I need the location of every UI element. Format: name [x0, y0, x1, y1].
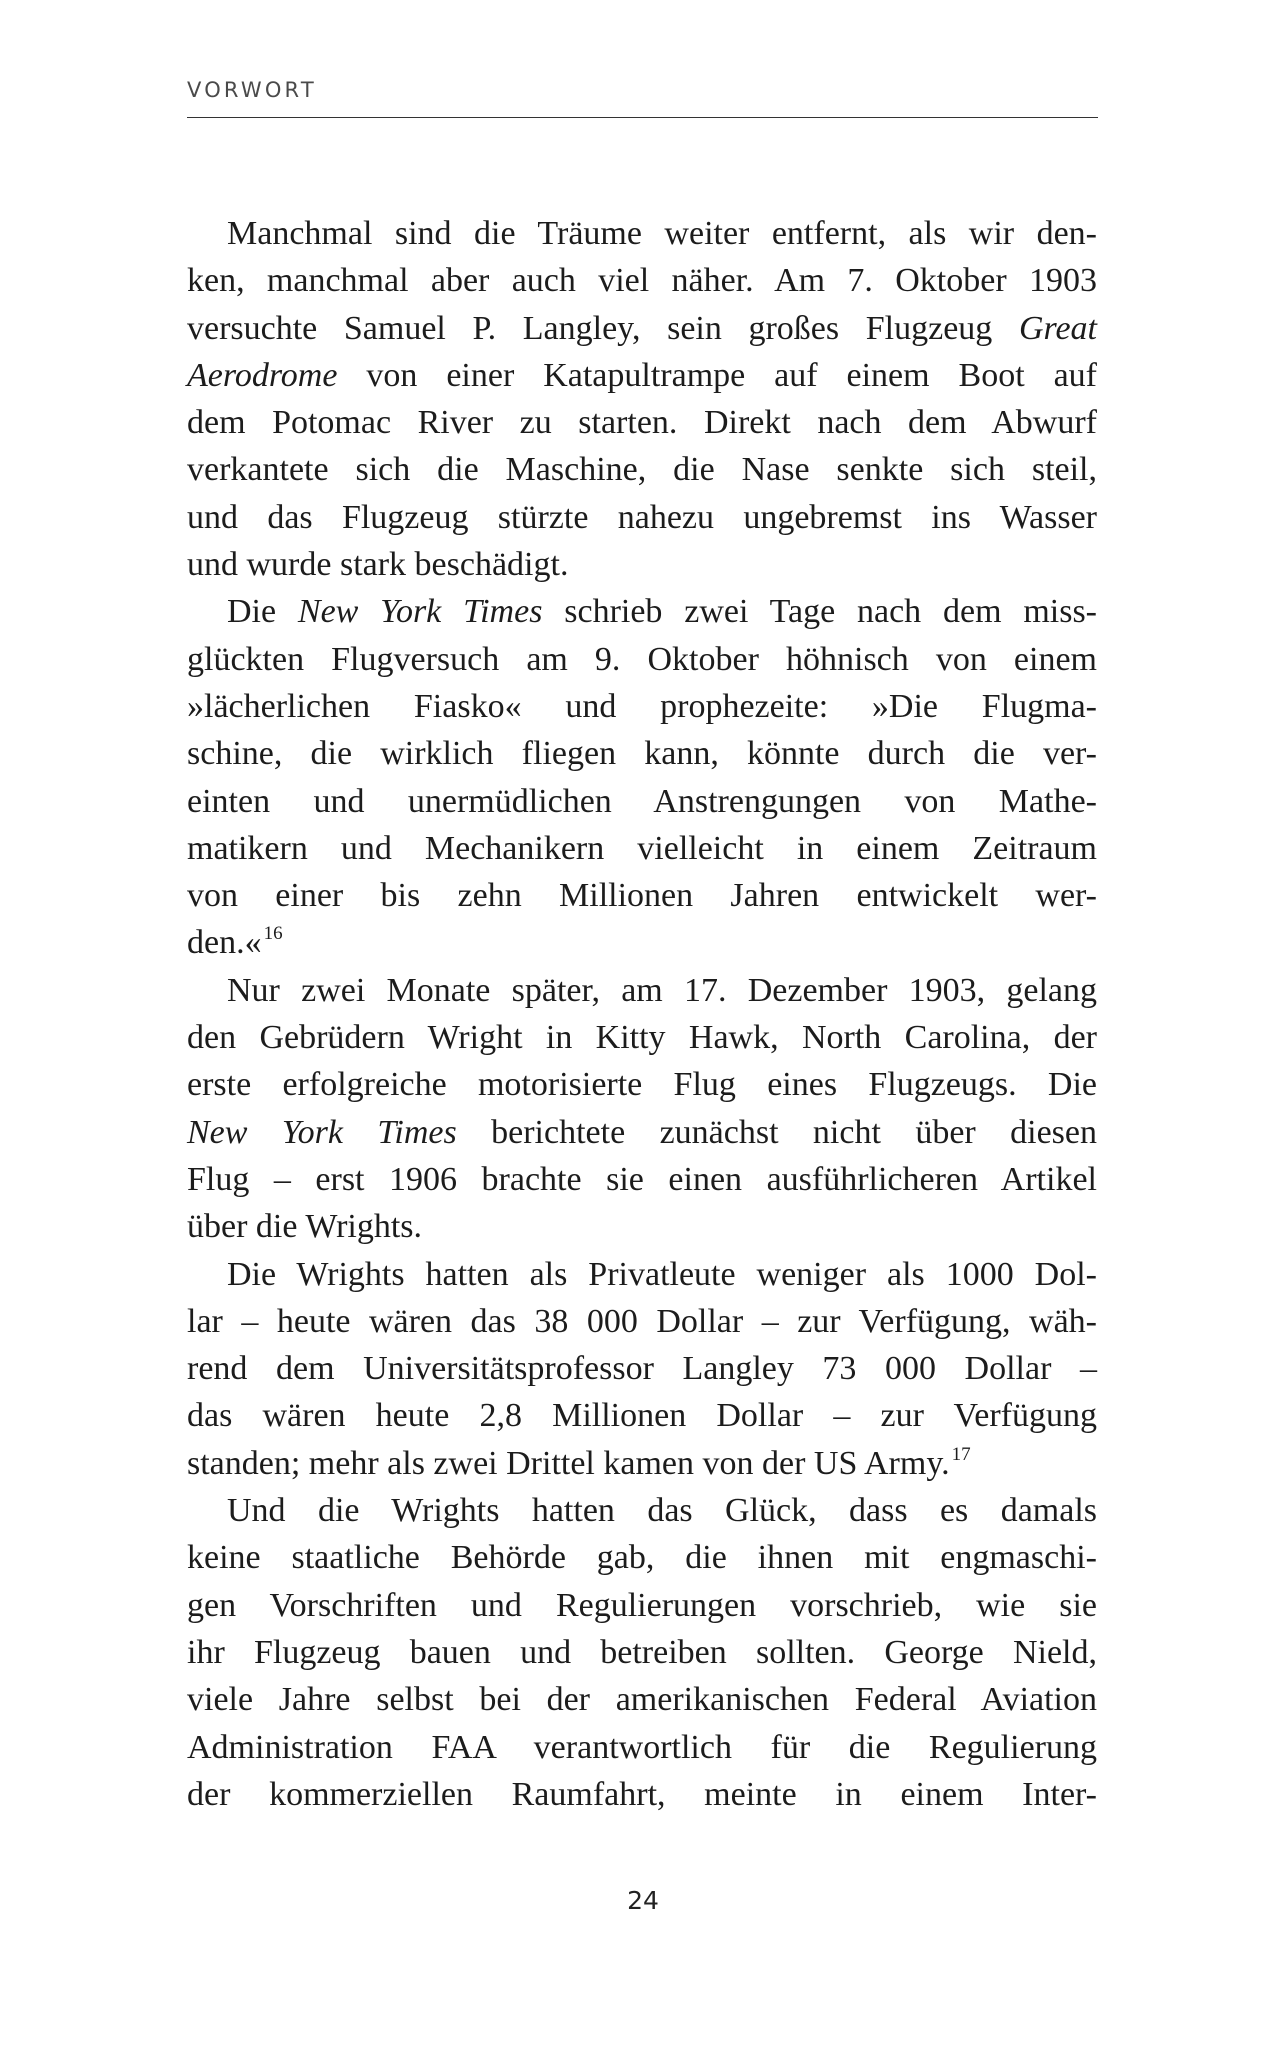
text-run[interactable]: matikern und Mechanikern vielleicht in einem Zeitraum [187, 829, 1097, 867]
text-run[interactable]: und das Flugzeug stürzte nahezu ungebremst ins Wasser [187, 498, 1097, 536]
text-run[interactable]: Manchmal sind die Träume weiter entfernt, als wir den- [227, 215, 1097, 252]
text-run[interactable]: Nur zwei Monate später, am 17. Dezember 1903, gelang [227, 971, 1097, 1009]
text-run[interactable]: von einer bis zehn Millionen Jahren entwickelt wer- [187, 877, 1097, 915]
footnote-reference[interactable]: 17 [951, 1443, 971, 1465]
page-number: 24 [627, 1886, 659, 1915]
text-line [187, 1203, 1097, 1250]
text-line [187, 1156, 1097, 1203]
text-line [187, 541, 1097, 588]
body-text [187, 210, 1097, 1818]
text-line [187, 825, 1097, 872]
text-run[interactable]: standen; mehr als zwei Drittel kamen von der US Army. [187, 1444, 950, 1482]
text-run[interactable]: lar – heute wären das 38 000 Dollar – zur Verfügung, wäh- [187, 1302, 1097, 1340]
text-line [187, 1298, 1097, 1345]
text-line [187, 1629, 1097, 1676]
text-run[interactable]: berichtete zunächst nicht über diesen [456, 1113, 1097, 1151]
paragraph [187, 967, 1097, 1251]
text-line [187, 1771, 1097, 1818]
text-line [187, 210, 1097, 257]
text-line [187, 1251, 1097, 1298]
text-line [187, 1345, 1097, 1392]
text-run[interactable]: schine, die wirklich fliegen kann, könnte durch die ver- [187, 735, 1097, 773]
text-run[interactable]: erste erfolgreiche motorisierte Flug eines Flugzeugs. Die [187, 1066, 1097, 1104]
text-run[interactable]: Die [227, 593, 298, 631]
text-run[interactable]: schrieb zwei Tage nach dem miss- [542, 593, 1097, 631]
text-run[interactable]: und wurde stark beschädigt. [187, 546, 569, 584]
text-line [187, 778, 1097, 825]
text-line [187, 1676, 1097, 1723]
text-run[interactable]: gen Vorschriften und Regulierungen vorschrieb, wie sie [187, 1586, 1097, 1624]
text-run[interactable]: der kommerziellen Raumfahrt, meinte in einem Inter- [187, 1775, 1097, 1813]
text-line [187, 1534, 1097, 1581]
text-run[interactable]: viele Jahre selbst bei der amerikanischen Federal Aviation [187, 1681, 1097, 1719]
text-line [187, 872, 1097, 919]
text-run[interactable]: ken, manchmal aber auch viel näher. Am 7. Oktober 1903 [187, 262, 1097, 300]
text-run[interactable]: verkantete sich die Maschine, die Nase senkte sich steil, [187, 451, 1097, 489]
italic-title: Aerodrome [187, 356, 338, 394]
text-line [187, 1014, 1097, 1061]
text-line [187, 446, 1097, 493]
paragraph [187, 1251, 1097, 1487]
text-line [187, 588, 1097, 635]
paragraph [187, 210, 1097, 588]
text-run[interactable]: glückten Flugversuch am 9. Oktober höhnisch von einem [187, 640, 1097, 678]
text-line [187, 1440, 1097, 1487]
text-line [187, 1061, 1097, 1108]
text-run[interactable]: von einer Katapultrampe auf einem Boot auf [337, 356, 1097, 394]
text-line [187, 919, 1097, 966]
text-run[interactable]: rend dem Universitätsprofessor Langley 73 000 Dollar – [187, 1350, 1097, 1388]
text-line [187, 305, 1097, 352]
paragraph [187, 588, 1097, 966]
text-line [187, 730, 1097, 777]
italic-title: New York Times [297, 593, 543, 631]
text-line [187, 1487, 1097, 1534]
text-run[interactable]: einten und unermüdlichen Anstrengungen von Mathe- [187, 782, 1097, 820]
text-line [187, 352, 1097, 399]
text-run[interactable]: keine staatliche Behörde gab, die ihnen mit engmaschi- [187, 1539, 1097, 1577]
text-run[interactable]: Die Wrights hatten als Privatleute weniger als 1000 Dol- [227, 1255, 1097, 1293]
text-run[interactable]: versuchte Samuel P. Langley, sein großes Flugzeug [187, 309, 1019, 347]
text-line [187, 399, 1097, 446]
header-rule [187, 117, 1098, 118]
italic-title: Great [1018, 309, 1097, 347]
text-run[interactable]: Flug – erst 1906 brachte sie einen ausführlicheren Artikel [187, 1160, 1097, 1198]
text-run[interactable]: den.« [187, 924, 262, 962]
text-line [187, 1582, 1097, 1629]
running-head: VORWORT [187, 78, 317, 102]
text-line [187, 636, 1097, 683]
text-line [187, 967, 1097, 1014]
text-run[interactable]: Und die Wrights hatten das Glück, dass es damals [227, 1492, 1097, 1530]
text-line [187, 1392, 1097, 1439]
text-run[interactable]: den Gebrüdern Wright in Kitty Hawk, North Carolina, der [187, 1019, 1097, 1057]
text-line [187, 683, 1097, 730]
text-run[interactable]: Administration FAA verantwortlich für die Regulierung [187, 1728, 1097, 1766]
text-run[interactable]: ihr Flugzeug bauen und betreiben sollten. George Nield, [187, 1633, 1097, 1671]
text-run[interactable]: über die Wrights. [187, 1208, 423, 1246]
text-line [187, 1724, 1097, 1771]
text-line [187, 1109, 1097, 1156]
italic-title: New York Times [187, 1113, 457, 1151]
text-run[interactable]: das wären heute 2,8 Millionen Dollar – zur Verfügung [187, 1397, 1097, 1435]
text-run[interactable]: »lächerlichen Fiasko« und prophezeite: »Die Flugma- [187, 687, 1097, 725]
footnote-reference[interactable]: 16 [263, 923, 283, 945]
text-line [187, 494, 1097, 541]
text-line [187, 257, 1097, 304]
text-run[interactable]: dem Potomac River zu starten. Direkt nach dem Abwurf [187, 404, 1097, 442]
paragraph [187, 1487, 1097, 1818]
